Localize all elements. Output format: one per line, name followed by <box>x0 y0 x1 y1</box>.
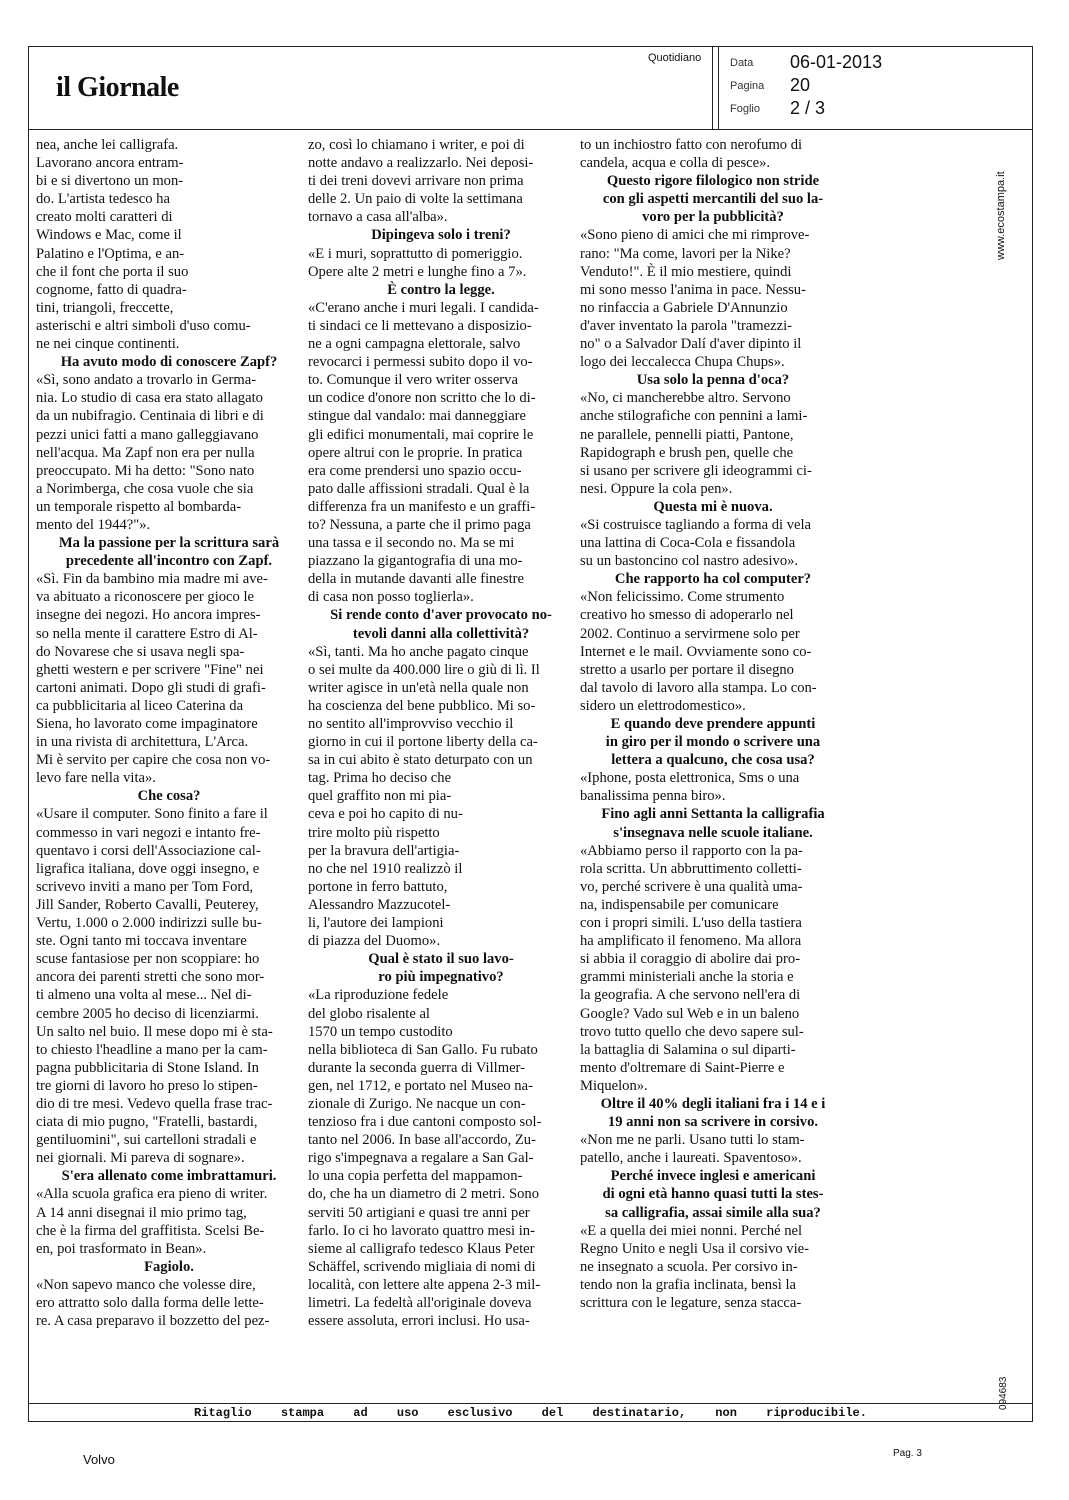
text-line: durante la seconda guerra di Villmer- <box>308 1059 525 1076</box>
text-line: ro più impegnativo? <box>378 969 504 986</box>
interview-question <box>36 353 302 371</box>
text-line: gli edifici monumentali, mai coprire le <box>308 426 534 443</box>
publication-type: Quotidiano <box>648 52 702 64</box>
text-line: per la bravura dell'artigia- <box>308 842 460 859</box>
newspaper-logo: il Giornale <box>56 72 179 103</box>
interview-question <box>308 281 574 299</box>
interview-question <box>580 805 846 841</box>
text-line: asterischi e altri simboli d'uso comu- <box>36 317 251 334</box>
text-line: Che cosa? <box>137 788 201 805</box>
text-line: Ha avuto modo di conoscere Zapf? <box>60 354 278 371</box>
text-line: «Iphone, posta elettronica, Sms o una <box>580 770 800 787</box>
text-line: in una rivista di architettura, L'Arca. <box>36 734 249 751</box>
interview-question <box>580 1095 846 1131</box>
text-line: ghetti western e per scrivere "Fine" nei <box>36 661 264 678</box>
article-paragraph <box>308 299 574 607</box>
text-line: pagna pubblicitaria di Stone Island. In <box>36 1059 259 1076</box>
article-paragraph <box>580 1222 846 1312</box>
text-line: giorno in cui il portone liberty della ca- <box>308 734 538 751</box>
text-line: serviti 50 artigiani e quasi tre anni per <box>308 1204 530 1221</box>
text-line: do Novarese che si usava negli spa- <box>36 643 245 660</box>
article-paragraph <box>580 588 846 715</box>
text-line: en, poi trasformato in Bean». <box>36 1240 207 1257</box>
article-paragraph <box>580 516 846 570</box>
text-line: Dipingeva solo i treni? <box>371 227 511 244</box>
text-line: 1570 un tempo custodito <box>308 1023 453 1040</box>
text-line: so nella mente il carattere Estro di Al- <box>36 625 258 642</box>
text-line: nell'acqua. Ma Zapf non era per nulla <box>36 444 255 461</box>
text-line: 19 anni non sa scrivere in corsivo. <box>607 1114 819 1131</box>
text-line: opere altrui con le proprie. In pratica <box>308 444 523 461</box>
text-line: piazzano la gigantografia di una mo- <box>308 553 523 570</box>
text-line: ste. Ogni tanto mi toccava inventare <box>36 933 247 950</box>
text-line: «Usare il computer. Sono finito a fare il <box>36 806 268 823</box>
footer-page-number: Pag. 3 <box>893 1448 922 1459</box>
text-line: writer agisce in un'età nella quale non <box>308 679 529 696</box>
text-line: tendo non la grafia inclinata, bensì la <box>580 1276 796 1293</box>
text-line: dal tavolo di lavoro alla stampa. Lo con- <box>580 679 817 696</box>
text-line: ha coscienza del bene pubblico. Mi so- <box>308 697 536 714</box>
text-line: Oltre il 40% degli italiani fra i 14 e i <box>600 1095 826 1112</box>
text-line: un codice d'onore non scritto che lo di- <box>308 390 536 407</box>
text-line: tanto nel 2006. In base all'accordo, Zu- <box>308 1132 536 1149</box>
text-line: sidero un elettrodomestico». <box>580 697 746 714</box>
text-line: lo una copia perfetta del mappamon- <box>308 1168 523 1185</box>
text-line: a Norimberga, che cosa vuole che sia <box>36 480 254 497</box>
text-line: precedente all'incontro con Zapf. <box>65 553 273 570</box>
text-line: Che rapporto ha col computer? <box>614 571 812 588</box>
text-line: ne insegnato a scuola. Per corsivo in- <box>580 1258 798 1275</box>
text-line: Questo rigore filologico non stride <box>606 173 820 190</box>
text-line: ne a ogni campagna elettorale, salvo <box>308 336 521 353</box>
text-line: «La riproduzione fedele <box>308 987 449 1004</box>
text-line: tini, triangoli, freccette, <box>36 299 174 316</box>
text-line: portone in ferro battuto, <box>308 878 448 895</box>
text-line: va abituato a riconoscere per gioco le <box>36 589 254 606</box>
text-line: to un inchiostro fatto con nerofumo di <box>580 137 803 153</box>
text-line: si abbia il coraggio di abolire dai pro- <box>580 951 801 968</box>
text-line: su un bastoncino col nastro adesivo». <box>580 553 799 570</box>
text-line: levo fare nella vita». <box>36 770 156 787</box>
text-line: tenzioso fra i due cantoni composto sol- <box>308 1114 542 1131</box>
text-line: «Si costruisce tagliando a forma di vela <box>580 516 811 533</box>
text-line: lettera a qualcuno, che cosa usa? <box>611 752 815 769</box>
text-line: na, indispensabile per comunicare <box>580 896 779 913</box>
article-paragraph <box>36 1276 302 1330</box>
text-line: Jill Sander, Roberto Cavalli, Peuterey, <box>36 896 259 913</box>
text-line: creativo ho smesso di adoperarlo nel <box>580 607 794 624</box>
text-line: Fagiolo. <box>144 1258 194 1275</box>
text-line: A 14 anni disegnai il mio primo tag, <box>36 1204 247 1221</box>
text-line: creato molti caratteri di <box>36 209 173 226</box>
text-line: bi e si divertono un mon- <box>36 173 184 190</box>
text-line: logo dei leccalecca Chupa Chups». <box>580 354 785 371</box>
article-paragraph <box>308 245 574 281</box>
text-line: zionale di Zurigo. Ne nacque un con- <box>308 1095 526 1112</box>
text-line: stingue dal vandalo: mai danneggiare <box>308 408 527 425</box>
text-line: località, con lettere alte appena 2-3 mil- <box>308 1276 541 1293</box>
text-line: Alessandro Mazzucotel- <box>308 896 451 913</box>
sheet-label: Foglio <box>730 103 760 115</box>
text-line: una tassa e il secondo no. Ma se mi <box>308 535 515 552</box>
text-line: do. L'artista tedesco ha <box>36 191 170 208</box>
article-paragraph <box>580 389 846 498</box>
text-line: ceva e poi ho capito di nu- <box>308 806 463 823</box>
text-line: essere assoluta, errori inclusi. Ho usa- <box>308 1313 530 1330</box>
text-line: Palatino e l'Optima, e an- <box>36 245 185 262</box>
interview-question <box>36 787 302 805</box>
text-line: mento d'oltremare di Saint-Pierre e <box>580 1059 785 1076</box>
date-value: 06-01-2013 <box>790 52 883 72</box>
text-line: E quando deve prendere appunti <box>610 716 816 732</box>
text-line: È contro la legge. <box>387 281 495 298</box>
text-line: gentiluomini", sui cartelloni stradali e <box>36 1132 257 1149</box>
article-paragraph <box>580 1131 846 1167</box>
text-line: che è la firma del graffitista. Scelsi Be- <box>36 1222 265 1239</box>
masthead-divider <box>718 46 719 130</box>
text-line: la battaglia di Salamina o sul diparti- <box>580 1041 796 1058</box>
text-line: scrivevo inviti a mano per Tom Ford, <box>36 878 254 895</box>
text-line: «Non felicissimo. Come strumento <box>580 589 785 606</box>
interview-question <box>580 172 846 226</box>
text-line: s'insegnava nelle scuole italiane. <box>613 824 813 841</box>
text-line: ti almeno una volta al mese... Nel di- <box>36 987 252 1004</box>
article-paragraph <box>580 136 846 172</box>
text-line: do, che ha un diametro di 2 metri. Sono <box>308 1186 540 1203</box>
text-line: no che nel 1910 realizzò il <box>308 860 463 877</box>
text-line: insegne dei negozi. Ho ancora impres- <box>36 607 261 624</box>
text-line: Windows e Mac, come il <box>36 227 182 244</box>
text-line: commesso in vari negozi e intanto fre- <box>36 824 261 841</box>
text-line: pato dalle affissioni stradali. Qual è la <box>308 480 530 497</box>
text-line: Ma la passione per la scrittura sarà <box>58 535 280 552</box>
text-line: delle 2. Un paio di volte la settimana <box>308 191 523 208</box>
article-paragraph <box>36 136 302 353</box>
text-line: si usano per scrivere gli ideogrammi ci- <box>580 462 812 479</box>
text-line: ne parallele, pennelli piatti, Pantone, <box>580 426 794 443</box>
text-line: differenza fra un manifesto e un graffi- <box>308 498 536 515</box>
text-line: trovo tutto quello che devo sapere sul- <box>580 1023 804 1040</box>
interview-question <box>36 534 302 570</box>
text-line: Rapidograph e brush pen, quelle che <box>580 444 794 461</box>
text-line: con gli aspetti mercantili del suo la- <box>602 191 824 208</box>
text-line: tevoli danni alla collettività? <box>352 625 530 642</box>
text-line: «Non me ne parli. Usano tutti lo stam- <box>580 1132 805 1149</box>
text-line: la geografia. A che servono nell'era di <box>580 987 801 1004</box>
text-line: ancora dei parenti stretti che sono mor- <box>36 969 265 986</box>
interview-question <box>580 1167 846 1221</box>
text-line: in giro per il mondo o scrivere una <box>605 734 821 751</box>
article-paragraph <box>580 226 846 371</box>
text-line: gen, nel 1712, e portato nel Museo na- <box>308 1077 533 1094</box>
text-line: Usa solo la penna d'oca? <box>636 372 790 389</box>
copyright-notice: Ritaglio stampa ad uso esclusivo del destinatario, non riproducibile. <box>28 1403 1033 1422</box>
text-line: notte andavo a realizzarlo. Nei deposi- <box>308 155 534 172</box>
text-line: rola scritta. Un abbruttimento colletti- <box>580 860 802 877</box>
text-line: dio di tre mesi. Vedevo quella frase trac- <box>36 1095 273 1112</box>
text-line: tornavo a casa all'alba». <box>308 209 448 226</box>
text-line: scuse fantasiose per non scoppiare: ho <box>36 951 260 968</box>
text-line: cartoni animati. Dopo gli studi di grafi- <box>36 679 266 696</box>
text-line: «E i muri, soprattutto di pomeriggio. <box>308 245 523 262</box>
article-paragraph <box>308 136 574 226</box>
text-line: Opere alte 2 metri e lunghe fino a 7». <box>308 263 527 280</box>
interview-question <box>580 570 846 588</box>
text-line: «No, ci mancherebbe altro. Servono <box>580 390 791 407</box>
text-line: Un salto nel buio. Il mese dopo mi è sta- <box>36 1023 273 1040</box>
text-line: quentavo i corsi dell'Associazione cal- <box>36 842 261 859</box>
interview-question <box>580 715 846 769</box>
article-column-3 <box>580 136 846 1404</box>
text-line: rano: "Ma come, lavori per la Nike? <box>580 245 791 262</box>
text-line: no" o a Salvador Dalí d'aver dipinto il <box>580 336 802 353</box>
text-line: ero attratto solo dalla forma delle lette- <box>36 1295 264 1311</box>
date-label: Data <box>730 57 754 69</box>
text-line: sa in cui abito è stato deturpato con un <box>308 752 533 769</box>
text-line: Fino agli anni Settanta la calligrafia <box>601 806 825 823</box>
text-line: nella biblioteca di San Gallo. Fu rubato <box>308 1041 538 1058</box>
text-line: «Non sapevo manco che volesse dire, <box>36 1276 256 1293</box>
text-line: farlo. Io ci ho lavorato quattro mesi in- <box>308 1222 535 1239</box>
text-line: Qual è stato il suo lavo- <box>368 951 514 968</box>
interview-question <box>308 226 574 244</box>
text-line: ha amplificato il fenomeno. Ma allora <box>580 933 802 950</box>
text-line: ciata di mio pugno, "Fratelli, bastardi, <box>36 1114 258 1131</box>
text-line: Siena, ho lavorato come impaginatore <box>36 716 258 732</box>
text-line: re. A casa preparavo il bozzetto del pez- <box>36 1313 270 1330</box>
text-line: li, l'autore dei lampioni <box>308 915 444 932</box>
interview-question <box>308 606 574 642</box>
text-line: Regno Unito e negli Usa il corsivo vie- <box>580 1240 809 1257</box>
text-line: d'aver inventato la parola "tramezzi- <box>580 317 792 334</box>
text-line: tag. Prima ho deciso che <box>308 770 452 787</box>
text-line: di casa non posso toglierla». <box>308 589 474 606</box>
text-line: Perché invece inglesi e americani <box>610 1168 816 1185</box>
text-line: zo, così lo chiamano i writer, e poi di <box>308 137 525 153</box>
text-line: scrittura con le legature, senza stacca- <box>580 1295 802 1311</box>
text-line: un temporale rispetto al bombarda- <box>36 498 242 515</box>
article-column-2 <box>308 136 574 1404</box>
text-line: Google? Vado sul Web e in un baleno <box>580 1005 800 1022</box>
interview-question <box>36 1167 302 1185</box>
text-line: candela, acqua e colla di pesce». <box>580 155 771 172</box>
text-line: to chiesto l'headline a mano per la cam- <box>36 1041 268 1058</box>
text-line: era come prendersi uno spazio occu- <box>308 462 522 479</box>
page-label: Pagina <box>730 80 765 92</box>
text-line: limetri. La fedeltà all'originale doveva <box>308 1295 532 1311</box>
text-line: cembre 2005 ho deciso di licenziarmi. <box>36 1005 259 1022</box>
text-line: Si rende conto d'aver provocato no- <box>330 607 552 624</box>
text-line: «Sì, tanti. Ma ho anche pagato cinque <box>308 643 529 660</box>
interview-question <box>580 498 846 516</box>
side-code-text: 094683 <box>998 1376 1009 1410</box>
text-line: grammi ministeriali anche la storia e <box>580 969 794 986</box>
text-line: «E a quella dei miei nonni. Perché nel <box>580 1222 803 1239</box>
text-line: di piazza del Duomo». <box>308 933 441 950</box>
interview-question <box>580 371 846 389</box>
text-line: da un nubifragio. Centinaia di libri e di <box>36 408 264 425</box>
sheet-value: 2 / 3 <box>790 98 826 118</box>
text-line: Internet e le mail. Ovviamente sono co- <box>580 643 812 660</box>
text-line: «Sì, sono andato a trovarlo in Germa- <box>36 372 257 389</box>
text-line: patello, anche i laureati. Spaventoso». <box>580 1150 802 1167</box>
text-line: revocarci i permessi subito dopo il vo- <box>308 354 533 371</box>
text-line: tre giorni di lavoro ho preso lo stipen- <box>36 1077 258 1094</box>
text-line: ne nei cinque continenti. <box>36 336 180 353</box>
text-line: Miquelon». <box>580 1077 648 1094</box>
article-paragraph <box>36 805 302 1167</box>
article-paragraph <box>580 769 846 805</box>
side-url-text: www.ecostampa.it <box>995 171 1007 260</box>
text-line: mi sono messo l'anima in pace. Nessu- <box>580 281 806 298</box>
text-line: banalissima penna biro». <box>580 788 726 805</box>
footer-client: Volvo <box>83 1452 115 1467</box>
text-line: Vertu, 1.000 o 2.000 indirizzi sulle bu- <box>36 915 262 932</box>
text-line: con i propri simili. L'uso della tastiera <box>580 915 802 932</box>
text-line: «C'erano anche i muri legali. I candida- <box>308 299 539 316</box>
masthead-divider <box>712 46 713 130</box>
text-line: ca pubblicitaria al liceo Caterina da <box>36 697 244 714</box>
text-line: mento del 1944?"». <box>36 516 151 533</box>
text-line: sa calligrafia, assai simile alla sua? <box>605 1204 821 1221</box>
text-line: ti dei treni dovevi arrivare non prima <box>308 173 524 190</box>
text-line: del globo risalente al <box>308 1005 430 1022</box>
text-line: Mi è servito per capire che cosa non vo- <box>36 752 271 769</box>
text-line: una lattina di Coca-Cola e fissandola <box>580 535 796 552</box>
article-paragraph <box>580 842 846 1095</box>
text-line: pezzi unici fatti a mano galleggiavano <box>36 426 259 443</box>
text-line: Venduto!". È il mio mestiere, quindi <box>580 263 792 280</box>
text-line: Questa mi è nuova. <box>653 498 773 515</box>
article-paragraph <box>36 570 302 787</box>
text-line: «Sono pieno di amici che mi rimprove- <box>580 227 810 244</box>
text-line: trire molto più rispetto <box>308 824 440 841</box>
text-line: ti sindaci ce li mettevano a disposizio- <box>308 317 532 334</box>
text-line: di ogni età hanno quasi tutti la stes- <box>602 1186 824 1203</box>
text-line: preoccupato. Mi ha detto: "Sono nato <box>36 462 255 479</box>
text-line: stretto a usarlo per portare il disegno <box>580 661 794 678</box>
article-paragraph <box>36 371 302 534</box>
text-line: nei giornali. Mi pareva di sognare». <box>36 1150 245 1167</box>
text-line: Schäffel, scrivendo migliaia di nomi di <box>308 1258 536 1275</box>
text-line: S'era allenato come imbrattamuri. <box>61 1168 277 1185</box>
text-line: vo, perché scrivere è una qualità uma- <box>580 878 803 895</box>
text-line: no rinfaccia a Gabriele D'Annunzio <box>580 299 788 316</box>
side-url <box>995 140 1015 260</box>
text-line: to? Nessuna, a parte che il primo paga <box>308 516 531 533</box>
text-line: no sentito all'improvviso vecchio il <box>308 716 514 732</box>
article-paragraph <box>36 1185 302 1257</box>
text-line: della in mutande davanti alle finestre <box>308 571 524 588</box>
text-line: o sei multe da 400.000 lire o giù di lì. Il <box>308 661 540 678</box>
text-line: nia. Lo studio di casa era stato allagato <box>36 390 263 407</box>
interview-question <box>308 950 574 986</box>
article-column-1 <box>36 136 302 1404</box>
text-line: to. Comunque il vero writer osserva <box>308 372 518 389</box>
page-value: 20 <box>790 75 811 95</box>
text-line: quel graffito non mi pia- <box>308 788 452 805</box>
article-paragraph <box>308 643 574 951</box>
text-line: rigo s'impegnava a regalare a San Gal- <box>308 1150 534 1167</box>
text-line: «Sì. Fin da bambino mia madre mi ave- <box>36 571 268 588</box>
text-line: anche stilografiche con pennini a lami- <box>580 408 808 425</box>
text-line: voro per la pubblicità? <box>642 209 784 226</box>
text-line: cognome, fatto di quadra- <box>36 281 187 298</box>
interview-question <box>36 1258 302 1276</box>
text-line: sieme al calligrafo tedesco Klaus Peter <box>308 1240 535 1257</box>
text-line: «Alla scuola grafica era pieno di writer. <box>36 1186 268 1203</box>
text-line: nesi. Oppure la cola pen». <box>580 480 733 497</box>
text-line: «Abbiamo perso il rapporto con la pa- <box>580 842 803 859</box>
article-paragraph <box>308 986 574 1330</box>
text-line: Lavorano ancora entram- <box>36 155 184 172</box>
text-line: nea, anche lei calligrafa. <box>36 137 179 153</box>
text-line: 2002. Continuo a servirmene solo per <box>580 625 800 642</box>
text-line: che il font che porta il suo <box>36 263 189 280</box>
text-line: ligrafica italiana, dove oggi insegno, e <box>36 860 260 877</box>
